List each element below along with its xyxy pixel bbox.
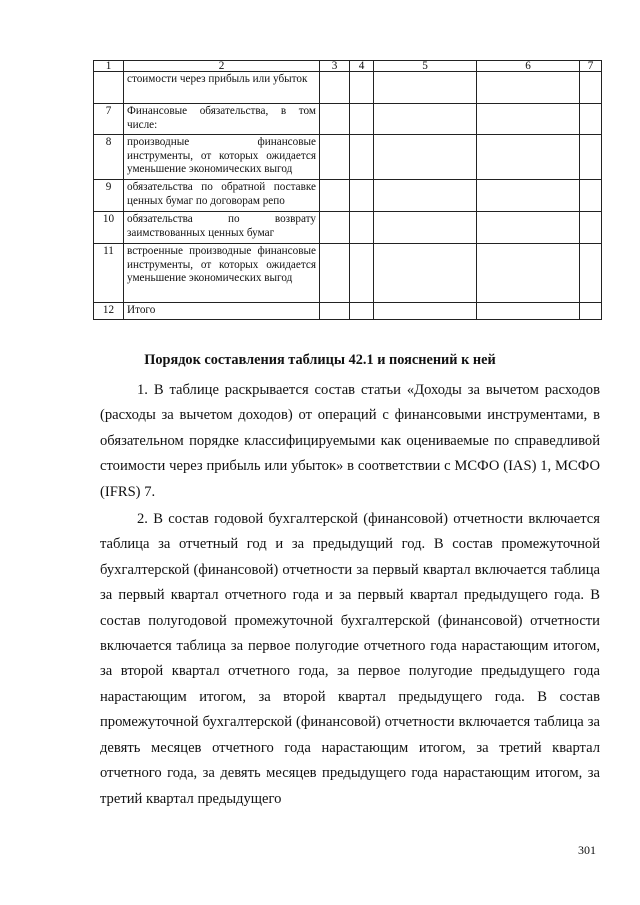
row-number: 11: [94, 244, 124, 303]
row-number: 12: [94, 303, 124, 320]
row-label: встроенные производные финансовые инструменты, от которых ожидается уменьшение экономических выгод: [124, 244, 320, 303]
table-row: [94, 180, 602, 212]
table-cell: [477, 72, 580, 104]
table-cell: [374, 104, 477, 135]
table-cell: [580, 135, 602, 180]
row-number: [94, 72, 124, 104]
table-header-row: [94, 61, 602, 72]
table-cell: [320, 72, 350, 104]
table-row: [94, 212, 602, 244]
table-cell: [320, 244, 350, 303]
row-number: 7: [94, 104, 124, 135]
table-cell: [350, 135, 374, 180]
table-cell: [320, 180, 350, 212]
table-header-cell: 5: [374, 61, 477, 72]
table-cell: [320, 104, 350, 135]
row-number: 10: [94, 212, 124, 244]
table-cell: [350, 72, 374, 104]
table-header-cell: 6: [477, 61, 580, 72]
table-cell: [350, 244, 374, 303]
table-cell: [320, 135, 350, 180]
row-label: Итого: [124, 303, 320, 320]
table-cell: [320, 212, 350, 244]
table-header-cell: 1: [94, 61, 124, 72]
table-cell: [350, 104, 374, 135]
table-cell: [477, 212, 580, 244]
table-header-cell: 2: [124, 61, 320, 72]
row-label: стоимости через прибыль или убыток: [124, 72, 320, 104]
row-label: Финансовые обязательства, в том числе:: [124, 104, 320, 135]
table-cell: [580, 212, 602, 244]
table-cell: [374, 212, 477, 244]
paragraph: 1. В таблице раскрывается состав статьи «Доходы за вычетом расходов (расходы за вычетом доходов) от операций с финансовыми инструментами, в обязательном порядке классифицируемыми как оцениваемые по справедливой стоимости через прибыль или убыток» в соответствии с МСФО (IAS) 1, МСФО (IFRS) 7.: [100, 382, 600, 500]
table-cell: [374, 72, 477, 104]
row-number: 9: [94, 180, 124, 212]
row-label: обязательства по обратной поставке ценных бумаг по договорам репо: [124, 180, 320, 212]
table-cell: [374, 135, 477, 180]
table-cell: [580, 180, 602, 212]
table-cell: [350, 303, 374, 320]
table-cell: [477, 104, 580, 135]
table-cell: [580, 104, 602, 135]
table-row: [94, 104, 602, 135]
table-cell: [477, 180, 580, 212]
table-cell: [580, 244, 602, 303]
table-cell: [374, 303, 477, 320]
table-cell: [580, 303, 602, 320]
row-label: обязательства по возврату заимствованных ценных бумаг: [124, 212, 320, 244]
table-row: [94, 135, 602, 180]
table-header-cell: 4: [350, 61, 374, 72]
table-cell: [477, 303, 580, 320]
page-number: 301: [578, 843, 596, 857]
body-text: [100, 378, 600, 812]
table-row: [94, 72, 602, 104]
table-cell: [350, 212, 374, 244]
paragraph: 2. В состав годовой бухгалтерской (финансовой) отчетности включается таблица за отчетный год и за предыдущий год. В состав промежуточной бухгалтерской (финансовой) отчетности за первый квартал включается таблица за первый квартал отчетного года и за первый квартал предыдущего года. В состав полугодовой промежуточной бухгалтерской (финансовой) отчетности включается таблица за первое полугодие отчетного года нарастающим итогом, за второй квартал отчетного года, за первое полугодие предыдущего года нарастающим итогом, за второй квартал предыдущего года. В состав промежуточной бухгалтерской (финансовой) отчетности включается таблица за девять месяцев отчетного года нарастающим итогом, за третий квартал отчетного года, за девять месяцев предыдущего года нарастающим итогом, за третий квартал предыдущего: [100, 511, 600, 807]
row-number: 8: [94, 135, 124, 180]
table-cell: [477, 244, 580, 303]
table-cell: [350, 180, 374, 212]
table-row: [94, 303, 602, 320]
table-header-cell: 3: [320, 61, 350, 72]
row-label: производные финансовые инструменты, от которых ожидается уменьшение экономических выгод: [124, 135, 320, 180]
table-cell: [374, 244, 477, 303]
table-header-cell: 7: [580, 61, 602, 72]
data-table: [93, 60, 602, 320]
table-cell: [580, 72, 602, 104]
table-cell: [374, 180, 477, 212]
table-cell: [320, 303, 350, 320]
table-cell: [477, 135, 580, 180]
section-heading: Порядок составления таблицы 42.1 и пояснений к ней: [144, 352, 496, 368]
table-row: [94, 244, 602, 303]
